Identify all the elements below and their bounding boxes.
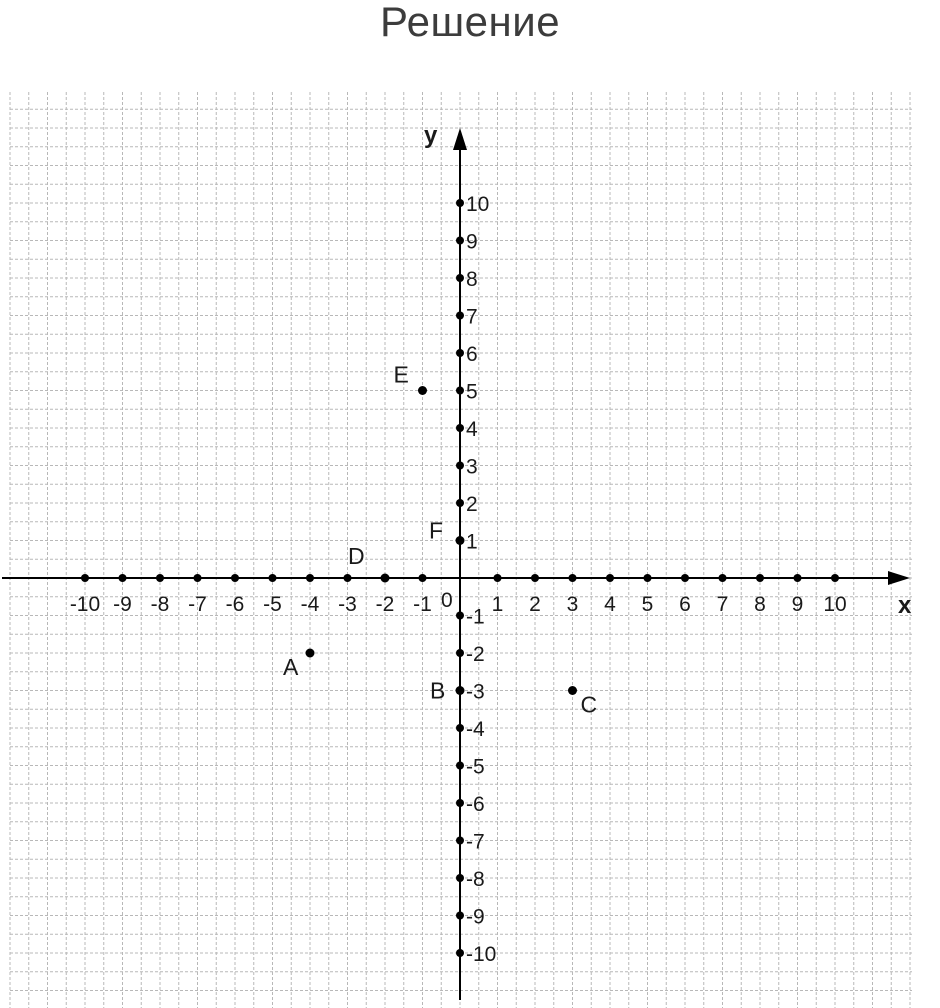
x-tick-label: -3 — [338, 593, 357, 616]
y-tick-label: 8 — [466, 268, 478, 291]
x-tick-label: 10 — [823, 593, 847, 616]
y-axis-arrow — [453, 128, 467, 150]
x-tick-label: -7 — [188, 593, 207, 616]
x-tick-mark — [194, 574, 202, 582]
y-tick-label: 5 — [466, 380, 478, 404]
x-tick-mark — [344, 574, 352, 582]
x-tick-label: 5 — [641, 593, 654, 616]
x-tick-mark — [119, 574, 127, 582]
y-tick-mark — [456, 949, 464, 957]
x-tick-label: 1 — [491, 593, 504, 616]
x-tick-mark — [644, 574, 652, 582]
x-tick-label: -9 — [113, 593, 132, 616]
x-tick-label: -2 — [375, 593, 395, 616]
y-tick-mark — [456, 424, 464, 432]
x-tick-mark — [831, 574, 839, 582]
x-tick-label: 4 — [604, 593, 616, 616]
x-axis-label: x — [898, 592, 912, 619]
x-tick-mark — [231, 574, 239, 582]
x-tick-label: 7 — [716, 593, 729, 616]
axis-ticks — [70, 193, 847, 966]
x-tick-label: 8 — [754, 593, 766, 616]
y-tick-label: 7 — [466, 305, 478, 329]
x-tick-mark — [81, 574, 89, 582]
x-tick-mark — [569, 574, 577, 582]
point-d — [381, 574, 390, 583]
x-tick-label: 6 — [679, 593, 691, 616]
x-axis-arrow — [888, 571, 910, 585]
x-tick-label: -10 — [69, 593, 101, 616]
x-tick-label: -6 — [225, 593, 245, 616]
point-a — [306, 649, 315, 658]
y-tick-label: -7 — [466, 830, 485, 854]
y-tick-label: 9 — [466, 230, 478, 254]
y-tick-mark — [456, 837, 464, 845]
x-tick-mark — [719, 574, 727, 582]
point-label-d: D — [348, 543, 365, 569]
y-tick-mark — [456, 649, 464, 657]
y-tick-label: 3 — [466, 455, 478, 479]
y-tick-mark — [456, 724, 464, 732]
point-f — [456, 536, 465, 545]
x-tick-mark — [156, 574, 164, 582]
y-tick-label: 10 — [466, 193, 490, 216]
y-tick-label: 6 — [466, 343, 478, 366]
point-label-f: F — [429, 517, 444, 544]
y-tick-label: -6 — [466, 793, 485, 816]
x-tick-label: -8 — [150, 593, 170, 616]
y-tick-label: 2 — [466, 493, 478, 516]
y-tick-label: -9 — [466, 905, 485, 929]
y-tick-mark — [456, 462, 464, 470]
y-tick-mark — [456, 912, 464, 920]
y-tick-mark — [456, 312, 464, 320]
point-label-a: A — [283, 654, 299, 680]
x-tick-mark — [531, 574, 539, 582]
origin-label: 0 — [441, 589, 453, 612]
y-tick-mark — [456, 387, 464, 395]
x-tick-mark — [794, 574, 802, 582]
x-tick-mark — [494, 574, 502, 582]
y-tick-label: 1 — [466, 530, 478, 554]
x-tick-label: -1 — [413, 593, 432, 616]
y-tick-mark — [456, 874, 464, 882]
x-tick-label: 3 — [566, 593, 579, 616]
y-tick-label: -2 — [466, 643, 485, 666]
point-c — [568, 686, 577, 695]
x-tick-mark — [756, 574, 764, 582]
x-tick-label: -4 — [300, 593, 320, 616]
point-label-e: E — [393, 361, 409, 388]
y-tick-mark — [456, 799, 464, 807]
point-b — [456, 686, 465, 695]
y-tick-label: 4 — [466, 418, 478, 441]
y-tick-mark — [456, 762, 464, 770]
y-tick-label: -8 — [466, 868, 485, 891]
x-tick-label: 2 — [529, 593, 541, 616]
x-tick-label: -5 — [263, 593, 282, 616]
y-tick-label: -10 — [466, 943, 497, 966]
x-tick-mark — [419, 574, 427, 582]
y-tick-label: -3 — [466, 680, 485, 704]
y-tick-mark — [456, 237, 464, 245]
y-tick-mark — [456, 612, 464, 620]
x-tick-mark — [306, 574, 314, 582]
y-tick-label: -1 — [466, 605, 485, 629]
y-tick-mark — [456, 199, 464, 207]
y-tick-label: -4 — [466, 718, 485, 741]
axes — [2, 122, 912, 1000]
x-tick-mark — [606, 574, 614, 582]
y-tick-mark — [456, 499, 464, 507]
point-label-b: B — [430, 677, 446, 704]
y-tick-label: -5 — [466, 755, 485, 779]
x-tick-mark — [269, 574, 277, 582]
y-axis-label: y — [424, 122, 438, 149]
y-tick-mark — [456, 349, 464, 357]
x-tick-mark — [681, 574, 689, 582]
page-title: Решение — [379, 0, 561, 45]
point-e — [418, 386, 427, 395]
point-label-c: C — [580, 691, 598, 718]
x-tick-label: 9 — [791, 593, 804, 616]
y-tick-mark — [456, 274, 464, 282]
points — [283, 362, 597, 718]
